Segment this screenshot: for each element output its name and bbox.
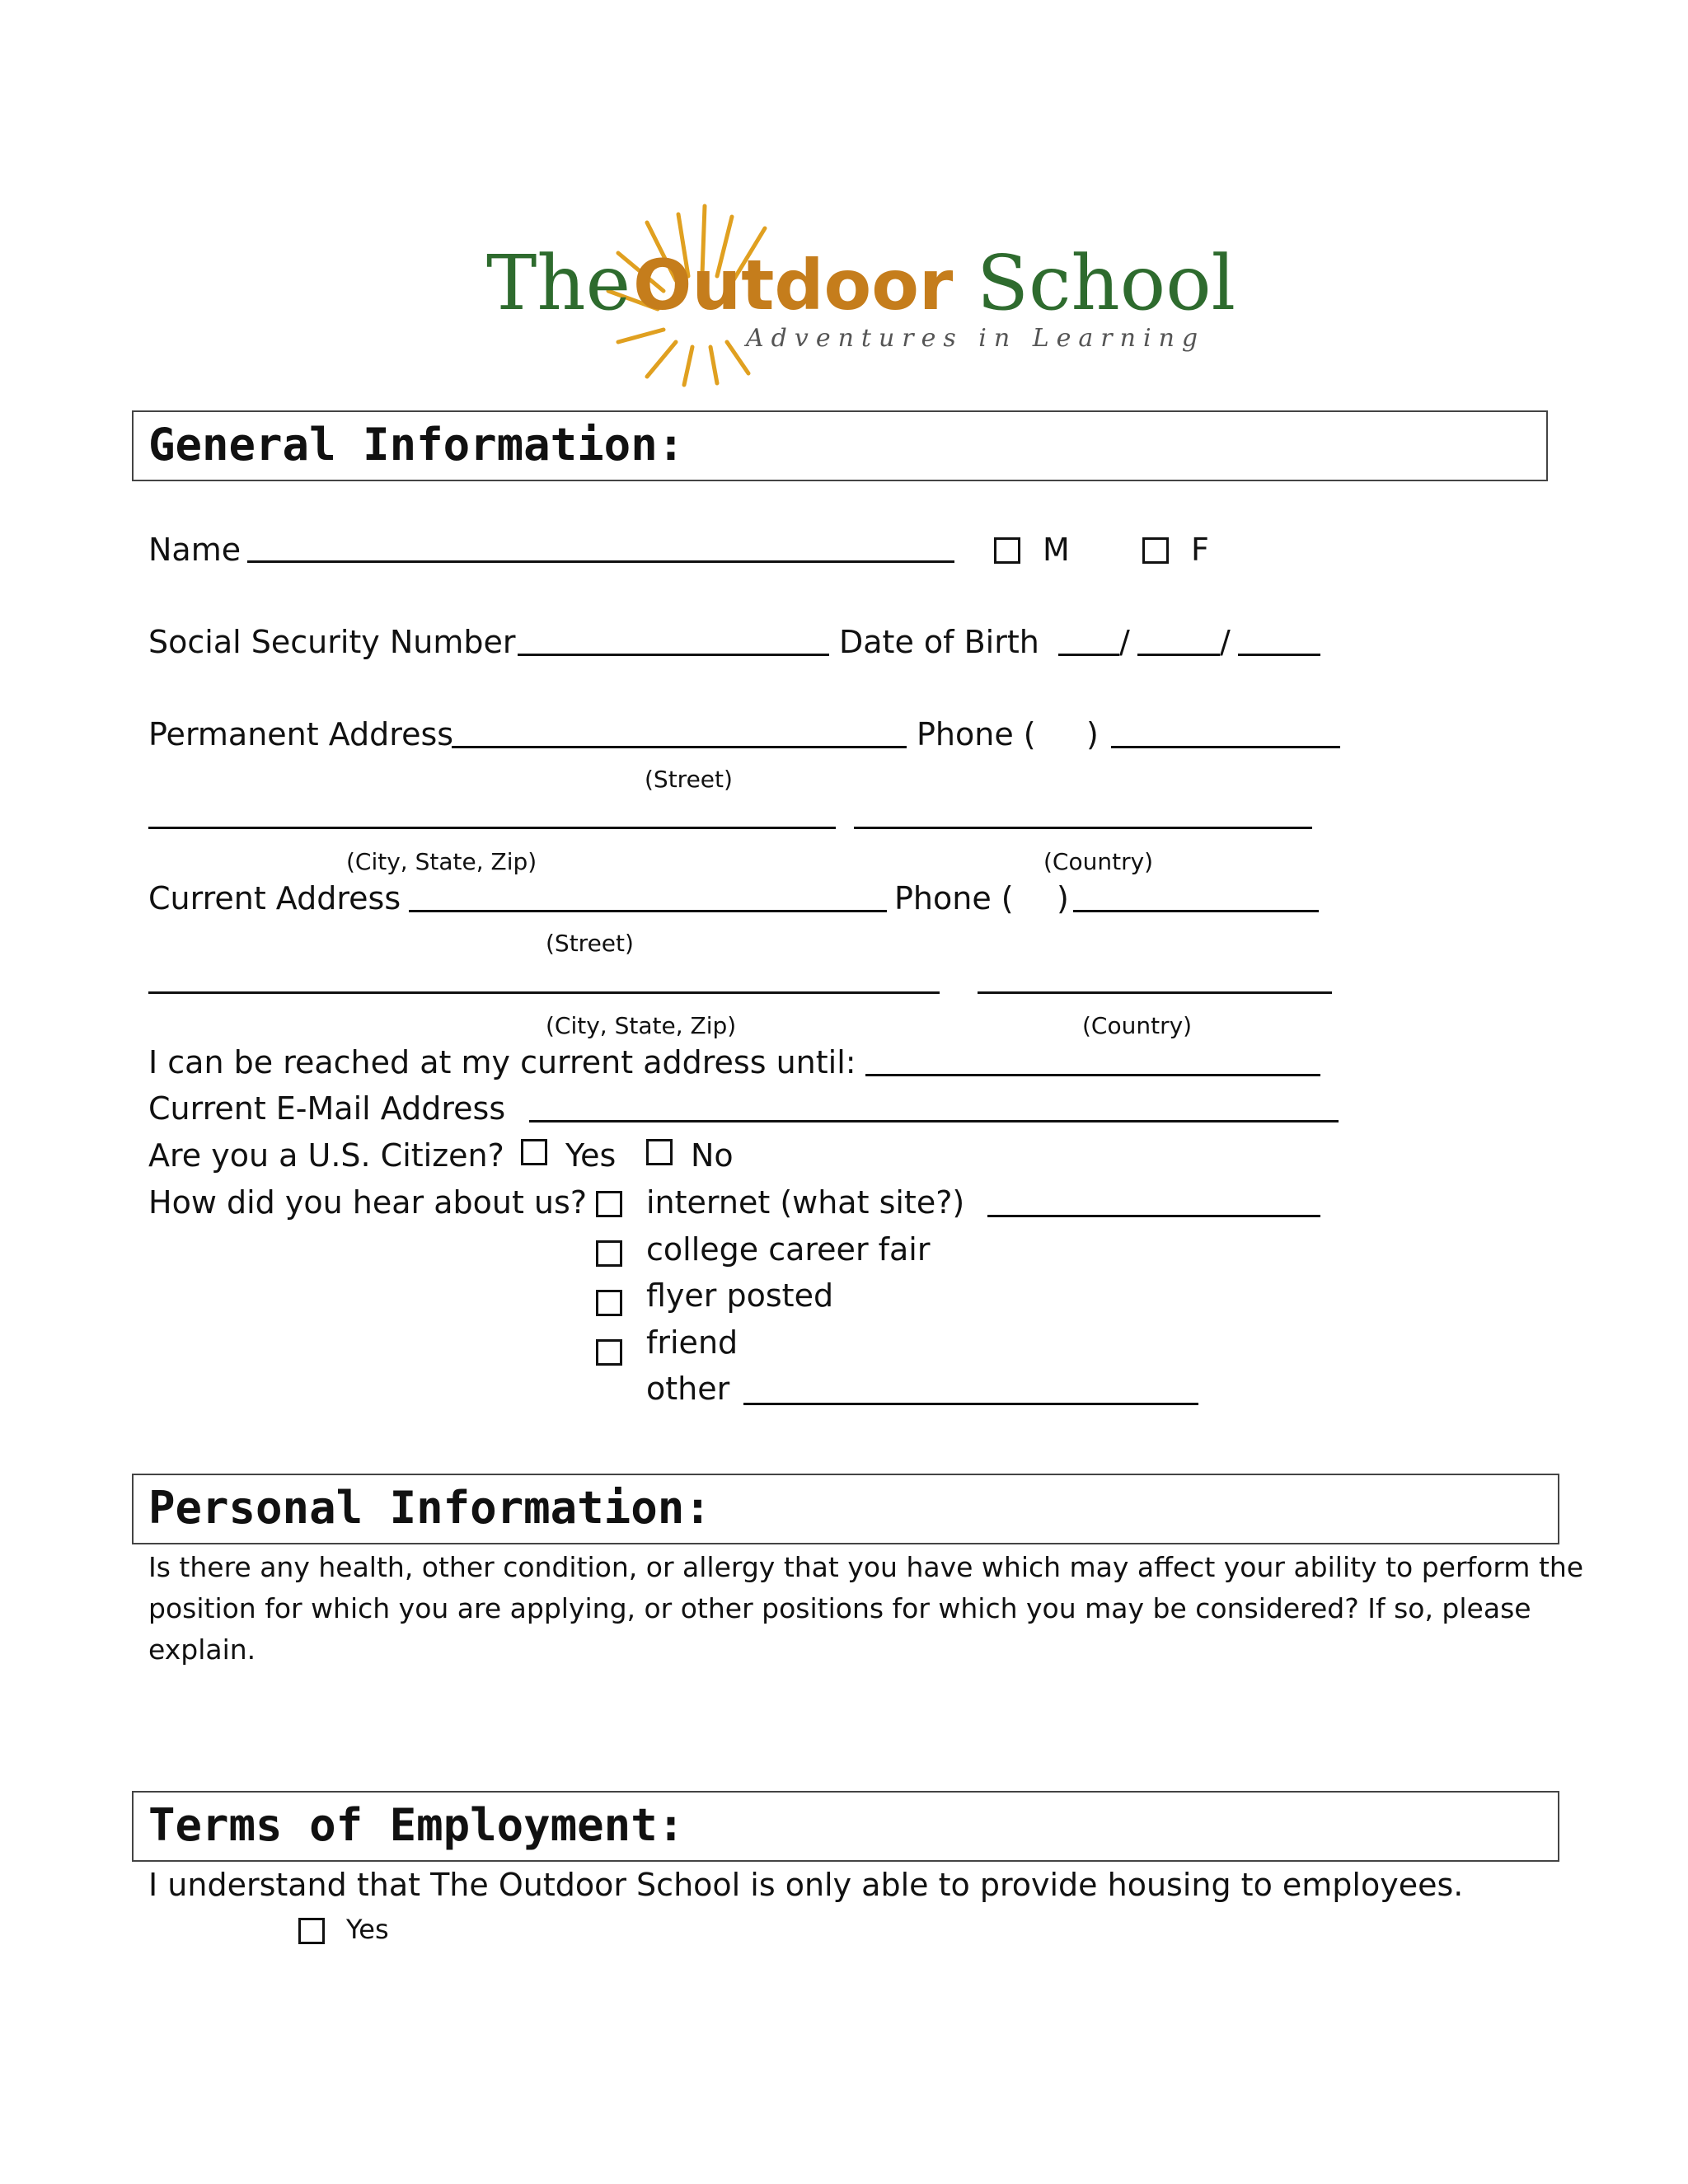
citizen-no-checkbox[interactable] [646, 1139, 673, 1165]
housing-yes-checkbox[interactable] [298, 1918, 325, 1944]
personal-information-title: Personal Information: [148, 1482, 711, 1534]
current-phone-close: ) [1057, 880, 1069, 916]
hear-flyer-label: flyer posted [646, 1277, 834, 1314]
hear-label: How did you hear about us? [148, 1184, 587, 1221]
permanent-address-label: Permanent Address [148, 716, 454, 752]
current-city-field[interactable] [148, 991, 940, 994]
hear-career-fair-checkbox[interactable] [596, 1240, 622, 1267]
housing-yes-label: Yes [346, 1914, 389, 1945]
ssn-field[interactable] [518, 654, 829, 656]
current-street-hint: (Street) [546, 930, 634, 957]
logo-outdoor: Outdoor [633, 245, 954, 326]
dob-month-field[interactable] [1058, 654, 1119, 656]
current-country-hint: (Country) [1082, 1012, 1193, 1039]
logo-school: School [977, 239, 1236, 327]
gender-m-checkbox[interactable] [994, 537, 1020, 564]
hear-friend-checkbox[interactable] [596, 1339, 622, 1366]
name-label: Name [148, 532, 241, 568]
permanent-city-field[interactable] [148, 827, 836, 829]
logo-tagline: Adventures in Learning [746, 324, 1206, 353]
housing-statement: I understand that The Outdoor School is only able to provide housing to employees. [148, 1867, 1464, 1903]
gender-m-label: M [1043, 532, 1070, 568]
permanent-street-field[interactable] [452, 746, 907, 748]
current-city-hint: (City, State, Zip) [546, 1012, 737, 1039]
name-field[interactable] [247, 560, 954, 563]
health-question-line-3: explain. [148, 1633, 256, 1666]
permanent-country-field[interactable] [854, 827, 1312, 829]
email-field[interactable] [529, 1120, 1339, 1122]
dob-day-field[interactable] [1137, 654, 1220, 656]
permanent-country-hint: (Country) [1043, 848, 1154, 875]
hear-flyer-checkbox[interactable] [596, 1290, 622, 1316]
current-phone-field[interactable] [1073, 910, 1319, 912]
reach-until-label: I can be reached at my current address until: [148, 1044, 856, 1080]
ssn-label: Social Security Number [148, 624, 516, 660]
terms-of-employment-title: Terms of Employment: [148, 1799, 685, 1851]
citizen-yes-checkbox[interactable] [521, 1139, 547, 1165]
permanent-street-hint: (Street) [645, 766, 733, 793]
outdoor-school-logo [486, 194, 1236, 383]
gender-f-label: F [1191, 532, 1209, 568]
hear-internet-site-field[interactable] [987, 1215, 1320, 1217]
health-question-line-1: Is there any health, other condition, or allergy that you have which may affect your ability to perform the [148, 1551, 1584, 1583]
reach-until-field[interactable] [865, 1074, 1320, 1076]
hear-other-field[interactable] [743, 1403, 1198, 1405]
citizen-label: Are you a U.S. Citizen? [148, 1137, 504, 1174]
citizen-no-label: No [691, 1137, 734, 1174]
general-information-title: General Information: [148, 419, 685, 471]
current-address-label: Current Address [148, 880, 401, 916]
current-street-field[interactable] [409, 910, 887, 912]
dob-slash-2: / [1220, 624, 1231, 660]
hear-friend-label: friend [646, 1324, 738, 1361]
permanent-phone-label: Phone ( [917, 716, 1036, 752]
dob-slash-1: / [1119, 624, 1130, 660]
hear-internet-checkbox[interactable] [596, 1191, 622, 1217]
permanent-city-hint: (City, State, Zip) [346, 848, 537, 875]
logo-the: The [486, 239, 631, 327]
current-phone-label: Phone ( [894, 880, 1014, 916]
current-country-field[interactable] [978, 991, 1332, 994]
dob-label: Date of Birth [839, 624, 1039, 660]
hear-career-fair-label: college career fair [646, 1231, 931, 1268]
dob-year-field[interactable] [1238, 654, 1320, 656]
hear-other-label: other [646, 1371, 730, 1407]
citizen-yes-label: Yes [565, 1137, 617, 1174]
email-label: Current E-Mail Address [148, 1090, 506, 1127]
gender-f-checkbox[interactable] [1142, 537, 1169, 564]
hear-internet-label: internet (what site?) [646, 1184, 965, 1221]
health-question-line-2: position for which you are applying, or other positions for which you may be considered? If so, please [148, 1592, 1531, 1624]
permanent-phone-field[interactable] [1111, 746, 1340, 748]
permanent-phone-close: ) [1086, 716, 1099, 752]
